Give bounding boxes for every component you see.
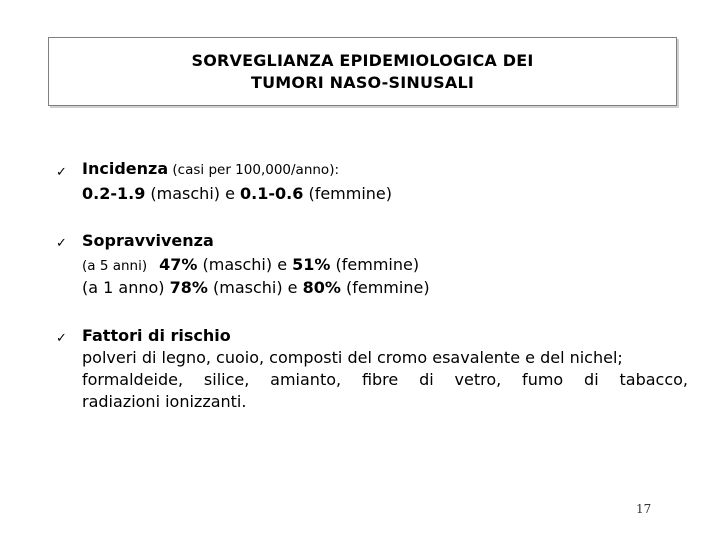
value: 78% xyxy=(169,278,208,297)
value: 47% xyxy=(159,255,198,274)
incidenza-values xyxy=(82,183,688,205)
text: (femmine) xyxy=(303,184,393,203)
item-heading-line xyxy=(82,158,688,181)
checkmark-icon: ✓ xyxy=(56,236,67,251)
period-label: (a 5 anni) xyxy=(82,258,148,274)
item-heading-note: (casi per 100,000/anno): xyxy=(168,162,340,178)
page-number: 17 xyxy=(636,502,652,516)
text: (maschi) e xyxy=(197,255,293,274)
value: 80% xyxy=(302,278,341,297)
period-label: (a 1 anno) xyxy=(82,278,170,297)
checkmark-icon: ✓ xyxy=(56,331,67,346)
fattori-text-line-3: radiazioni ionizzanti. xyxy=(82,392,247,411)
fattori-text-line-2: formaldeide, silice, amianto, fibre di vetro, fumo di tabacco, xyxy=(82,370,688,389)
item-incidenza xyxy=(82,158,688,205)
item-heading: Fattori di rischio xyxy=(82,326,231,345)
sopravvivenza-1-anno xyxy=(82,277,688,299)
item-heading: Sopravvivenza xyxy=(82,231,214,250)
value: 0.2-1.9 xyxy=(82,184,146,203)
text: (maschi) e xyxy=(145,184,241,203)
item-heading: Incidenza xyxy=(82,159,169,178)
text: (femmine) xyxy=(330,255,420,274)
title-box xyxy=(48,37,677,106)
title-line-1: SORVEGLIANZA EPIDEMIOLOGICA DEI xyxy=(191,50,534,70)
text: (femmine) xyxy=(340,278,430,297)
title-line-2: TUMORI NASO-SINUSALI xyxy=(250,72,475,92)
sopravvivenza-5-anni xyxy=(82,254,688,277)
checkmark-icon: ✓ xyxy=(56,165,67,180)
fattori-text-justified xyxy=(82,369,688,391)
item-fattori-di-rischio xyxy=(82,325,688,413)
value: 0.1-0.6 xyxy=(240,184,304,203)
fattori-text-line-1: polveri di legno, cuoio, composti del cromo esavalente e del nichel; xyxy=(82,348,623,367)
item-sopravvivenza xyxy=(82,230,688,299)
text: (maschi) e xyxy=(207,278,303,297)
value: 51% xyxy=(292,255,331,274)
